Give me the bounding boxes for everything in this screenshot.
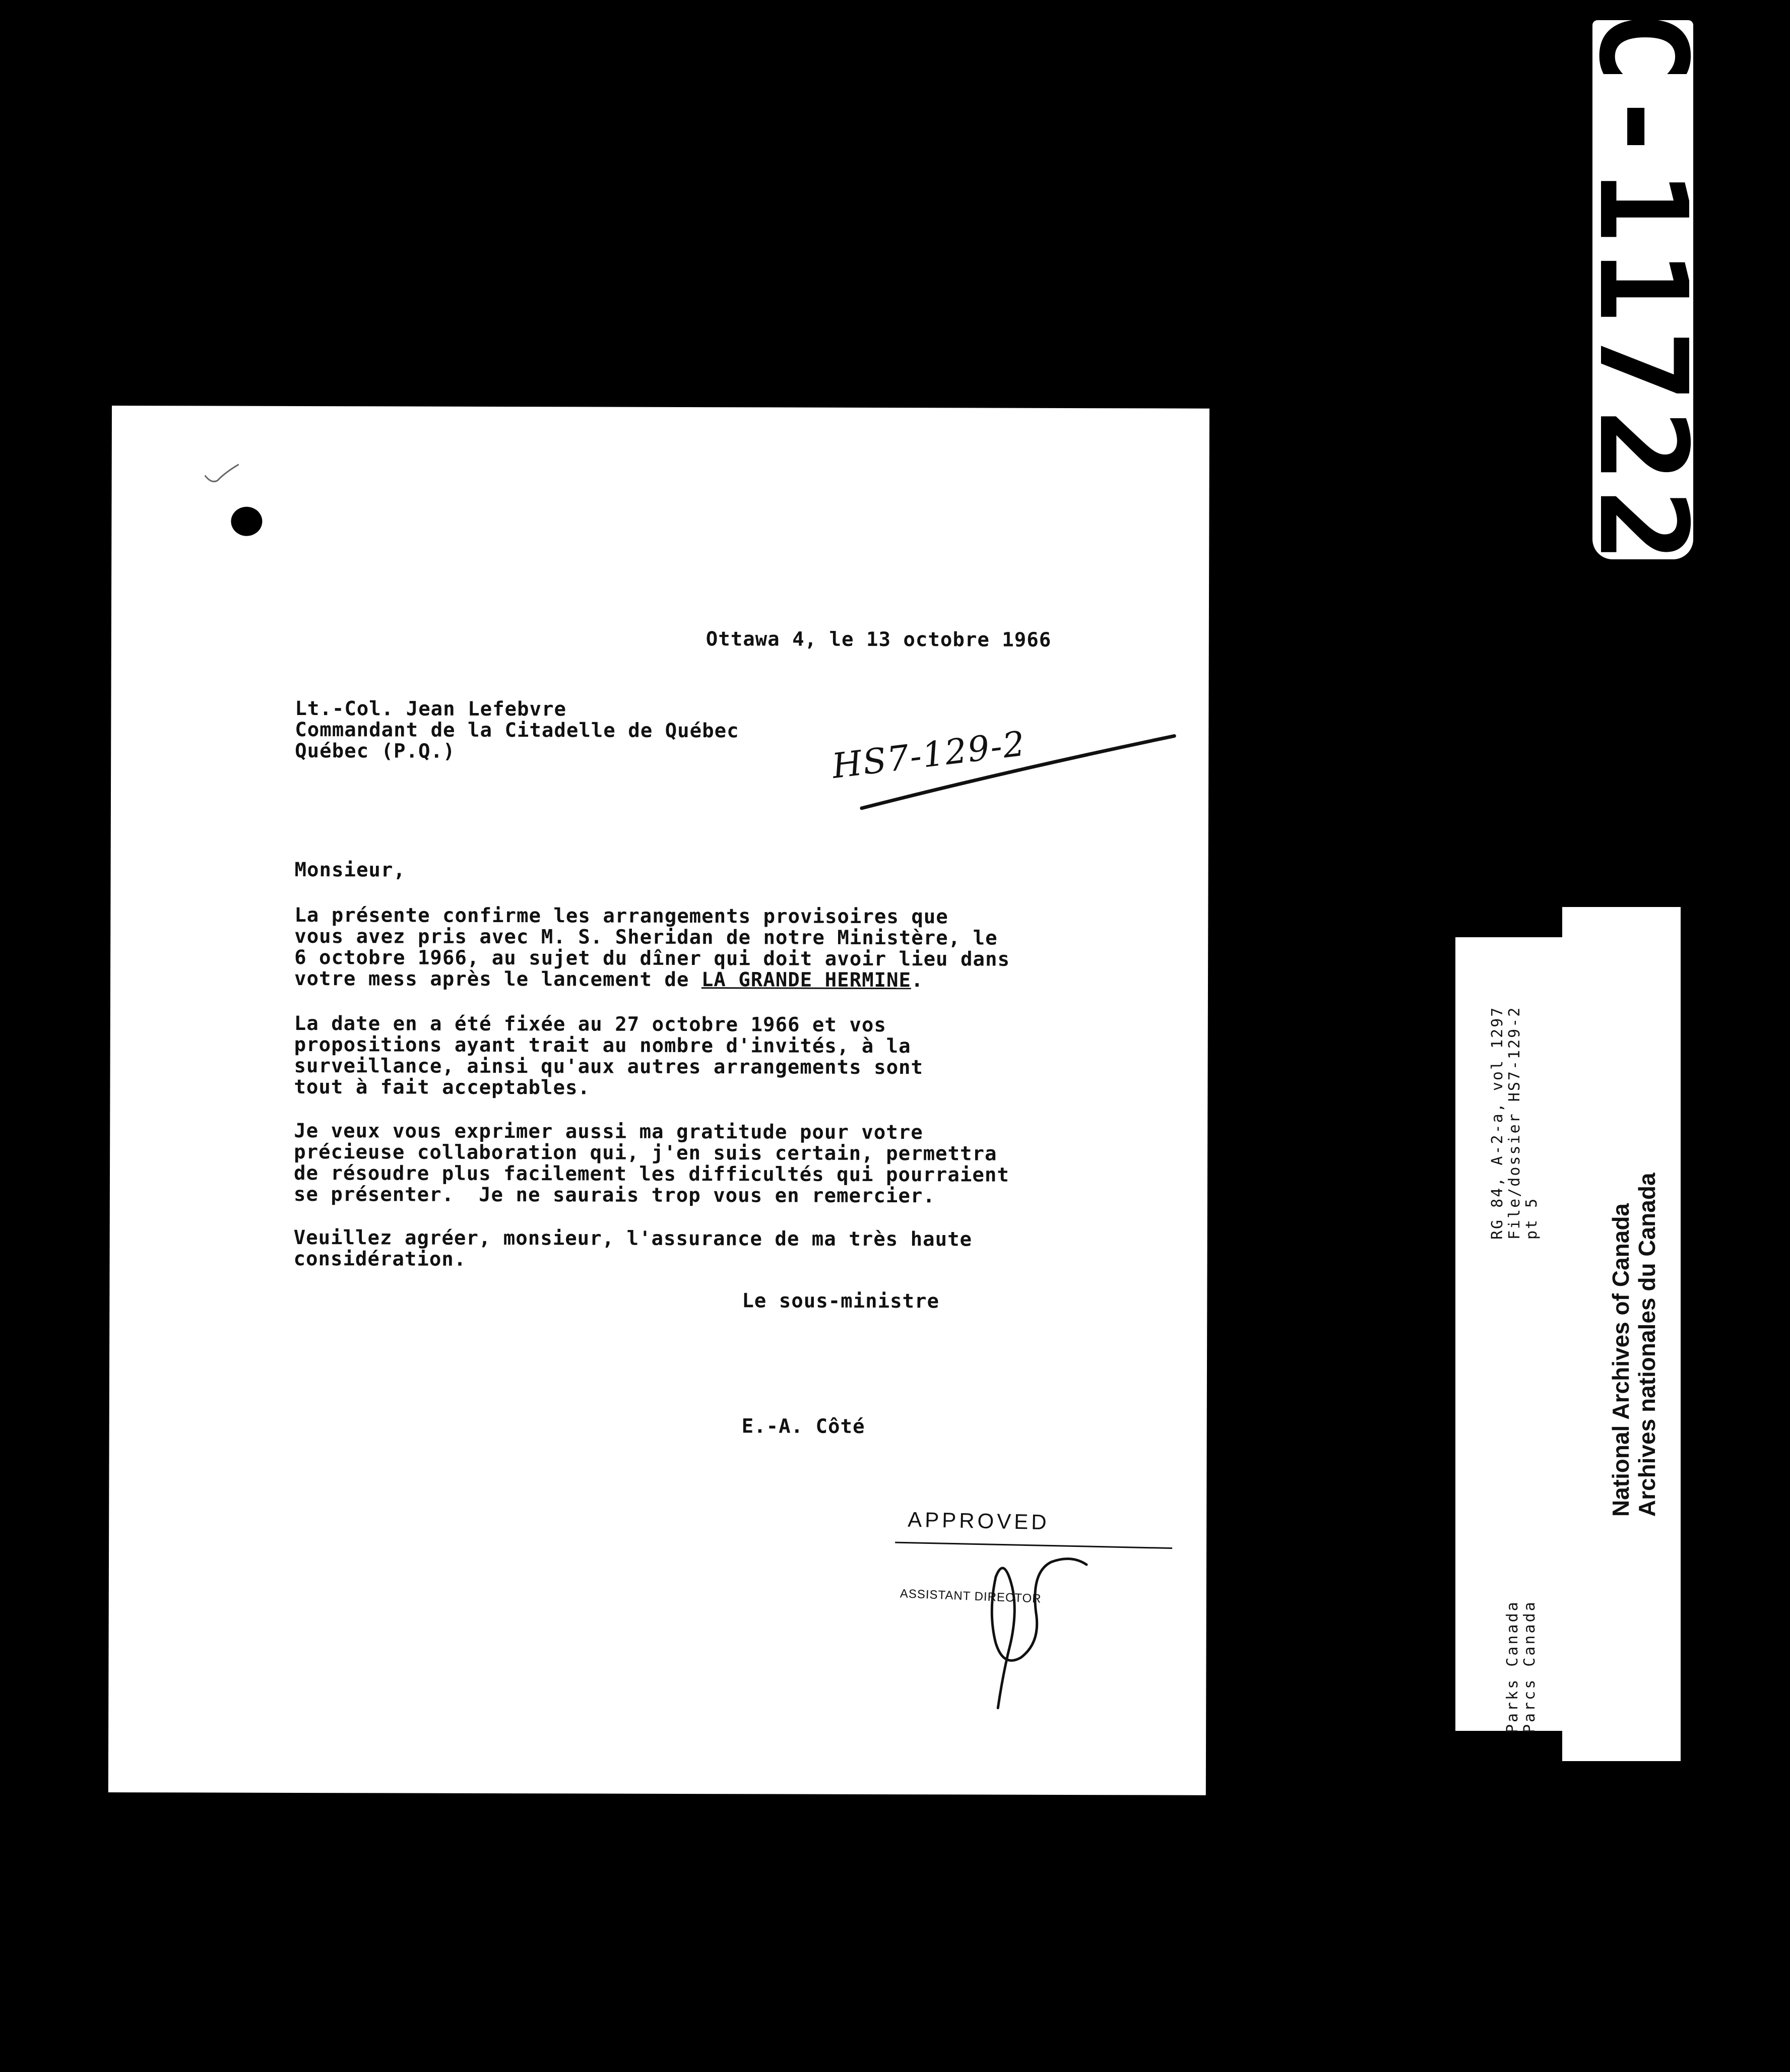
place-date: Ottawa 4, le 13 octobre 1966 [706,628,1052,652]
para3-line2: précieuse collaboration qui, j'en suis certain, permettra [294,1140,997,1166]
signatory: E.-A. Côté [741,1415,865,1438]
para1-line4-post: . [911,969,924,992]
agency-name [1504,1600,1539,1733]
para2-line4: tout à fait acceptables. [294,1075,591,1099]
ship-name: LA GRANDE HERMINE [701,968,912,992]
para1-line4 [294,968,924,991]
institution-name-en: National Archives of Canada [1608,1203,1634,1517]
reference-line-3: pt 5 [1523,1197,1541,1240]
handwritten-underline [857,725,1184,817]
letter-page [108,406,1209,1795]
agency-name-fr: Parcs Canada [1521,1600,1539,1733]
para1-line4-pre: votre mess après le lancement de [294,967,701,992]
reference-line-1: RG 84, A-2-a, vol 1297 [1489,1006,1506,1240]
archive-reference [1489,1006,1541,1240]
punch-hole [231,507,262,536]
para3-line3: de résoudre plus facilement les difficultés qui pourraient [293,1161,1009,1187]
para1-line2: vous avez pris avec M. S. Sheridan de notre Ministère, le [294,925,998,950]
archive-institution-name [1608,1173,1660,1517]
handwritten-initials [955,1541,1107,1718]
approved-stamp: APPROVED [907,1507,1050,1534]
recipient-city: Québec (P.Q.) [295,739,456,763]
para1-line1: La présente confirme les arrangements provisoires que [294,903,948,929]
para4-line1: Veuillez agréer, monsieur, l'assurance de ma très haute [293,1226,973,1251]
agency-name-en: Parks Canada [1504,1600,1521,1733]
check-mark-icon [203,461,243,486]
para2-line1: La date en a été fixée au 27 octobre 1966 et vos [294,1012,886,1037]
recipient-title: Commandant de la Citadelle de Québec [295,718,739,743]
recipient-name: Lt.-Col. Jean Lefebvre [295,697,567,721]
stamp-role: ASSISTANT DIRECTOR [900,1587,1042,1606]
handwritten-file-ref: HS7-129-2 [829,724,1028,787]
para4-line2: considération. [293,1247,467,1271]
para1-line3: 6 octobre 1966, au sujet du dîner qui doit avoir lieu dans [294,946,1010,971]
para3-line4: se présenter. Je ne saurais trop vous en remercier. [293,1183,935,1208]
closing: Le sous-ministre [742,1289,940,1313]
para3-line1: Je veux vous exprimer aussi ma gratitude pour votre [294,1119,923,1144]
reel-number: C-11722 [1572,10,1713,569]
para2-line3: surveillance, ainsi qu'aux autres arrangements sont [294,1054,924,1079]
salutation: Monsieur, [294,858,406,882]
institution-name-fr: Archives nationales du Canada [1634,1173,1660,1517]
reference-line-2: File/dossier HS7-129-2 [1506,1006,1523,1240]
para2-line2: propositions ayant trait au nombre d'invités, à la [294,1033,911,1058]
